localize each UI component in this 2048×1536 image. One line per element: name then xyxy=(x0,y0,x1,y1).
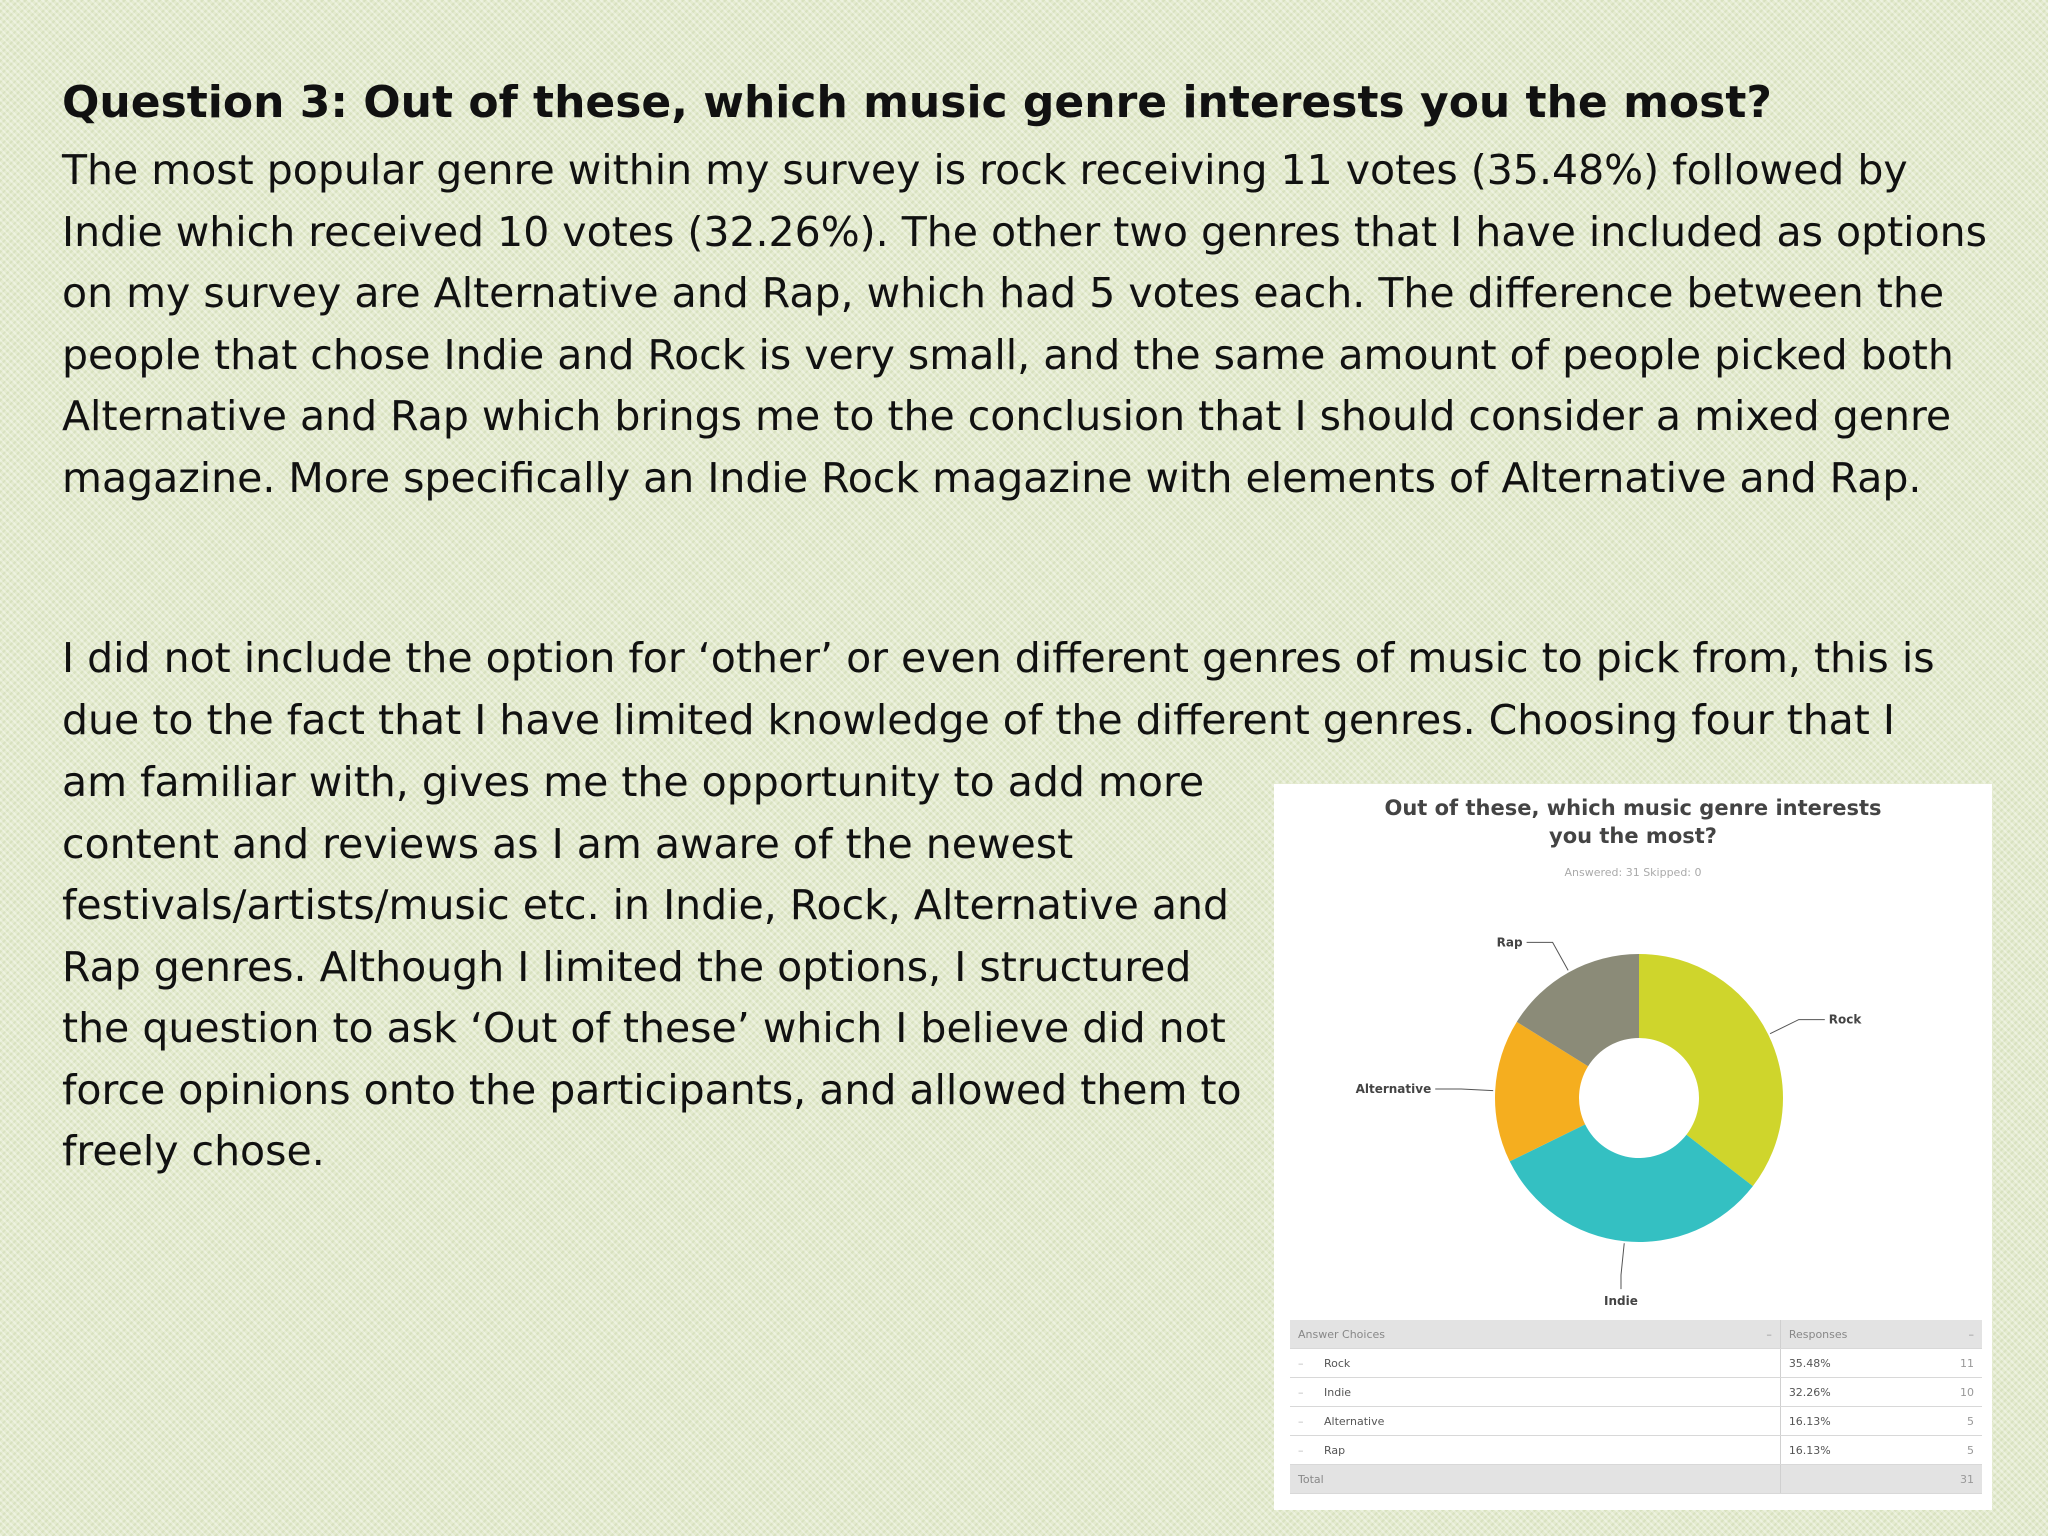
row-percent: 35.48% xyxy=(1780,1349,1924,1378)
row-choice: Indie xyxy=(1316,1378,1464,1407)
leader-line-rock xyxy=(1770,1020,1825,1034)
row-count: 10 xyxy=(1924,1378,1982,1407)
slide-title: Question 3: Out of these, which music genre interests you the most? xyxy=(62,77,1772,128)
table-row xyxy=(1290,1436,1982,1465)
row-marker: – xyxy=(1290,1407,1316,1436)
survey-results-panel xyxy=(1274,784,1992,1510)
analysis-paragraph: The most popular genre within my survey is rock receiving 11 votes (35.48%) followed by Indie which received 10 votes (32.26%). The other two genres that I have included as options on my survey are Alternative and Rap, which had 5 votes each. The difference between the people that chose Indie and Rock is very small, and the same amount of people picked both Alternative and Rap which brings me to the conclusion that I should consider a mixed genre magazine. More specifically an Indie Rock magazine with elements of Alternative and Rap. xyxy=(62,146,1987,502)
row-marker: – xyxy=(1290,1378,1316,1407)
row-percent: 16.13% xyxy=(1780,1436,1924,1465)
table-total-row xyxy=(1290,1465,1982,1494)
sort-marker: – xyxy=(1464,1320,1781,1349)
donut-chart xyxy=(1274,884,1992,1314)
leader-line-rap xyxy=(1527,942,1569,970)
sort-marker: – xyxy=(1924,1320,1982,1349)
row-choice: Alternative xyxy=(1316,1407,1464,1436)
total-label: Total xyxy=(1290,1465,1464,1494)
chart-title-line-2: you the most? xyxy=(1549,824,1717,848)
table-header-row xyxy=(1290,1320,1982,1349)
limitations-paragraph-first-line: I did not include the option for ‘other’ or even different genres of music to pick from, this is due to the fact that I have limited knowledge of the different genres. Choosing four that I xyxy=(62,634,1935,744)
row-count: 5 xyxy=(1924,1436,1982,1465)
limitations-paragraph: am familiar with, gives me the opportunity to add more content and reviews as I am aware of the newest festivals/artists/music etc. in Indie, Rock, Alternative and Rap genres. Although I limited the options, I structured the question to ask ‘Out of these’ which I believe did not force opinions onto the participants, and allowed them to freely chose. xyxy=(62,758,1242,1175)
results-table xyxy=(1290,1320,1982,1494)
row-percent: 32.26% xyxy=(1780,1378,1924,1407)
table-row xyxy=(1290,1349,1982,1378)
row-count: 5 xyxy=(1924,1407,1982,1436)
row-percent: 16.13% xyxy=(1780,1407,1924,1436)
slice-label-rap: Rap xyxy=(1496,935,1523,950)
row-marker: – xyxy=(1290,1436,1316,1465)
row-choice: Rap xyxy=(1316,1436,1464,1465)
header-answer-choices: Answer Choices xyxy=(1290,1320,1464,1349)
row-marker: – xyxy=(1290,1349,1316,1378)
donut-slice-rock xyxy=(1639,954,1783,1186)
row-choice: Rock xyxy=(1316,1349,1464,1378)
leader-line-alternative xyxy=(1435,1089,1493,1091)
slice-label-indie: Indie xyxy=(1604,1294,1638,1309)
total-count: 31 xyxy=(1924,1465,1982,1494)
chart-title-line-1: Out of these, which music genre interests xyxy=(1384,796,1882,820)
chart-title xyxy=(1274,794,1992,850)
leader-line-indie xyxy=(1621,1243,1624,1289)
slice-label-rock: Rock xyxy=(1828,1012,1862,1027)
header-responses: Responses xyxy=(1780,1320,1924,1349)
row-count: 11 xyxy=(1924,1349,1982,1378)
slice-label-alternative: Alternative xyxy=(1355,1081,1432,1096)
table-row xyxy=(1290,1378,1982,1407)
table-row xyxy=(1290,1407,1982,1436)
answered-skipped-count: Answered: 31 Skipped: 0 xyxy=(1564,866,1702,879)
